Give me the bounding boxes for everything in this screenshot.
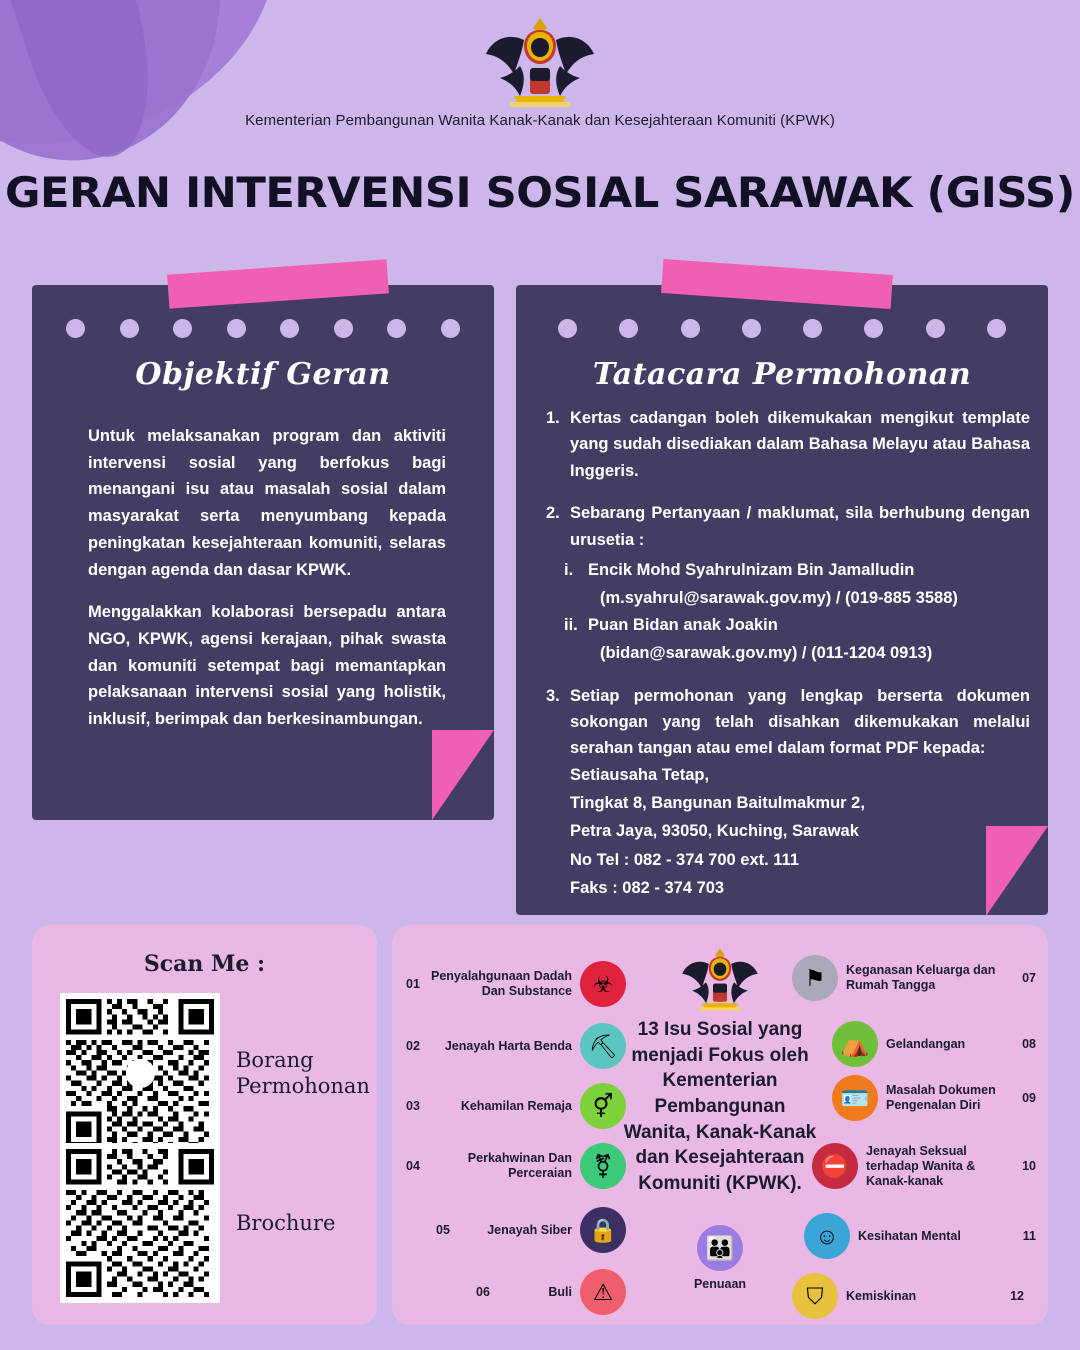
identity-document-icon: 🪪 bbox=[832, 1075, 878, 1121]
address-line-3: Petra Jaya, 93050, Kuching, Sarawak bbox=[570, 822, 859, 841]
procedure-card bbox=[516, 285, 1048, 915]
contact-1-detail: (m.syahrul@sarawak.gov.my) / (019-885 3588) bbox=[600, 589, 958, 608]
issue-label: Kemiskinan bbox=[846, 1288, 917, 1303]
issue-index: 11 bbox=[1022, 1229, 1036, 1243]
procedure-content bbox=[546, 405, 1030, 918]
item-text: Kertas cadangan boleh dikemukakan mengikut template yang sudah disediakan dalam Bahasa Melayu atau Bahasa Inggeris. bbox=[570, 409, 1030, 480]
contact-2 bbox=[564, 612, 1030, 638]
objective-paragraph-2: Menggalakkan kolaborasi bersepadu antara NGO, KPWK, agensi kerajaan, pihak swasta dan komuniti setempat bagi memantapkan pelaksanaan intervensi sosial yang holistik, inklusif, berimpak dan berkesinambungan. bbox=[88, 603, 446, 729]
qr-label-borang: Borang Permohonan bbox=[236, 1047, 370, 1098]
issue-item-10 bbox=[812, 1143, 1036, 1189]
issue-label: Buli bbox=[548, 1284, 572, 1299]
issue-index: 12 bbox=[1010, 1289, 1024, 1303]
folded-corner-left bbox=[432, 730, 494, 820]
contact-roman: ii. bbox=[564, 615, 578, 634]
cybercrime-icon: 🔒 bbox=[580, 1207, 626, 1253]
homelessness-icon: ⛺ bbox=[832, 1021, 878, 1067]
issue-index: 02 bbox=[406, 1039, 420, 1053]
issue-item-08 bbox=[832, 1021, 1036, 1067]
issue-label: Gelandangan bbox=[886, 1036, 966, 1051]
issue-item-06 bbox=[476, 1269, 626, 1315]
objective-content bbox=[88, 423, 446, 733]
contact-name: Encik Mohd Syahrulnizam Bin Jamalludin bbox=[588, 560, 915, 579]
mental-health-icon: ☺ bbox=[804, 1213, 850, 1259]
qr-panel bbox=[32, 925, 377, 1325]
issue-label: Perkahwinan Dan Perceraian bbox=[467, 1151, 572, 1180]
procedure-item-3 bbox=[546, 683, 1030, 902]
issue-label: Jenayah Harta Benda bbox=[444, 1038, 572, 1053]
qr-code-icon[interactable] bbox=[60, 993, 220, 1153]
issue-item-07 bbox=[792, 955, 1036, 1001]
contact-1 bbox=[564, 557, 1030, 583]
objective-title: Objektif Geran bbox=[135, 357, 391, 392]
issue-index: 07 bbox=[1022, 971, 1036, 985]
issue-index: 06 bbox=[476, 1285, 490, 1299]
folded-corner-right bbox=[986, 826, 1048, 916]
address-line-1: Setiausaha Tetap, bbox=[570, 765, 710, 784]
issue-item-11 bbox=[804, 1213, 1036, 1259]
issue-index: 10 bbox=[1022, 1159, 1036, 1173]
qr-label-brochure: Brochure bbox=[236, 1210, 336, 1235]
punch-holes bbox=[32, 319, 494, 338]
bullying-icon: ⚠ bbox=[580, 1269, 626, 1315]
tape-decoration bbox=[661, 259, 893, 309]
address-block bbox=[570, 762, 1030, 902]
issue-item-04 bbox=[406, 1143, 626, 1189]
issue-item-09 bbox=[832, 1075, 1036, 1121]
contact-list bbox=[564, 557, 1030, 667]
issue-label: Penyalahgunaan Dadah Dan Substance bbox=[430, 969, 572, 998]
issue-item-05 bbox=[436, 1207, 626, 1253]
scan-me-title: Scan Me : bbox=[143, 951, 266, 977]
issue-label: Keganasan Keluarga dan Rumah Tangga bbox=[846, 963, 996, 992]
issue-index: 09 bbox=[1022, 1091, 1036, 1105]
issue-label: Kehamilan Remaja bbox=[460, 1098, 572, 1113]
issue-index: 08 bbox=[1022, 1037, 1036, 1051]
qr-block-brochure[interactable] bbox=[60, 1143, 376, 1303]
sarawak-crest-icon bbox=[678, 943, 762, 1013]
procedure-item-1 bbox=[546, 405, 1030, 484]
issue-index: 05 bbox=[436, 1223, 450, 1237]
issue-index: 03 bbox=[406, 1099, 420, 1113]
address-line-2: Tingkat 8, Bangunan Baitulmakmur 2, bbox=[570, 794, 865, 813]
contact-name: Puan Bidan anak Joakin bbox=[588, 615, 778, 634]
qr-block-borang[interactable] bbox=[60, 993, 376, 1153]
tape-decoration bbox=[167, 259, 389, 308]
issue-item-03 bbox=[406, 1083, 626, 1129]
issue-index: 04 bbox=[406, 1159, 420, 1173]
phone-line: No Tel : 082 - 374 700 ext. 111 bbox=[570, 850, 800, 869]
fax-line: Faks : 082 - 374 703 bbox=[570, 879, 725, 898]
issues-panel bbox=[392, 925, 1048, 1325]
marriage-divorce-icon: ⚧ bbox=[580, 1143, 626, 1189]
sexual-crime-icon: ⛔ bbox=[812, 1143, 858, 1189]
item-number: 3. bbox=[546, 686, 560, 705]
substance-abuse-icon: ☣ bbox=[580, 961, 626, 1007]
item-number: 2. bbox=[546, 504, 560, 523]
issues-center-text: 13 Isu Sosial yang menjadi Fokus oleh Kementerian Pembangunan Wanita, Kanak-Kanak dan Kesejahteraan Komuniti (KPWK). bbox=[623, 1019, 817, 1194]
property-crime-icon: ⛏ bbox=[580, 1023, 626, 1069]
issue-label: Jenayah Siber bbox=[487, 1222, 572, 1237]
issue-item-13 bbox=[694, 1225, 746, 1291]
issue-item-01 bbox=[406, 961, 626, 1007]
ageing-icon: 👪 bbox=[697, 1225, 743, 1271]
procedure-title: Tatacara Permohonan bbox=[592, 357, 972, 392]
objective-paragraph-1: Untuk melaksanakan program dan aktiviti intervensi sosial yang berfokus bagi menangani isu atau masalah sosial dalam masyarakat serta menyumbang kepada peningkatan kesejahteraan komuniti, selaras dengan agenda dan dasar KPWK. bbox=[88, 427, 446, 579]
issue-label: Jenayah Seksual terhadap Wanita & Kanak-kanak bbox=[866, 1143, 976, 1188]
item-text: Setiap permohonan yang lengkap berserta dokumen sokongan yang telah disahkan dikemukakan melalui serahan tangan atau emel dalam format PDF kepada: bbox=[570, 686, 1030, 758]
issue-label: Kesihatan Mental bbox=[858, 1228, 961, 1243]
sarawak-crest-icon bbox=[480, 10, 600, 110]
issue-label: Masalah Dokumen Pengenalan Diri bbox=[886, 1083, 996, 1112]
contact-roman: i. bbox=[564, 560, 574, 579]
item-text: Sebarang Pertanyaan / maklumat, sila berhubung dengan urusetia : bbox=[570, 504, 1030, 549]
qr-code-icon[interactable] bbox=[60, 1143, 220, 1303]
issue-item-12 bbox=[792, 1273, 1024, 1319]
teen-pregnancy-icon: ⚥ bbox=[580, 1083, 626, 1129]
issue-index: 01 bbox=[406, 977, 420, 991]
issue-item-02 bbox=[406, 1023, 626, 1069]
item-number: 1. bbox=[546, 409, 560, 427]
domestic-violence-icon: ⚑ bbox=[792, 955, 838, 1001]
procedure-item-2 bbox=[546, 500, 1030, 666]
objective-card bbox=[32, 285, 494, 820]
punch-holes bbox=[516, 319, 1048, 338]
poverty-icon: ⛉ bbox=[792, 1273, 838, 1319]
issue-label: Penuaan bbox=[693, 1277, 747, 1291]
contact-2-detail: (bidan@sarawak.gov.my) / (011-1204 0913) bbox=[600, 644, 933, 663]
ministry-name: Kementerian Pembangunan Wanita Kanak-Kanak dan Kesejahteraan Komuniti (KPWK) bbox=[245, 112, 835, 129]
page-title: GERAN INTERVENSI SOSIAL SARAWAK (GISS) bbox=[5, 168, 1075, 217]
